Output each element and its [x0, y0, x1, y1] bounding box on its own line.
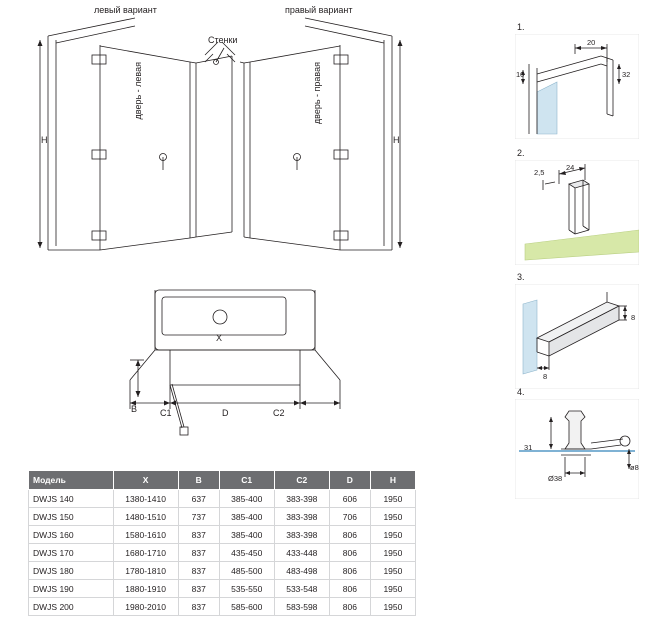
cell-model: DWJS 140	[29, 490, 114, 508]
cell-model: DWJS 180	[29, 562, 114, 580]
cell-b: 637	[178, 490, 219, 508]
detail-number-2: 2.	[517, 148, 525, 158]
cell-b: 737	[178, 508, 219, 526]
cell-c2: 433-448	[274, 544, 329, 562]
table-row	[29, 490, 416, 508]
label-plan-d: D	[222, 408, 229, 418]
cell-c1: 585-600	[219, 598, 274, 616]
cell-x: 1380-1410	[113, 490, 178, 508]
table-header-x: X	[113, 471, 178, 490]
cell-c2: 383-398	[274, 508, 329, 526]
cell-c1: 385-400	[219, 490, 274, 508]
table-row	[29, 526, 416, 544]
cell-b: 837	[178, 562, 219, 580]
table-row	[29, 580, 416, 598]
cell-d: 806	[329, 526, 370, 544]
cell-c2: 583-598	[274, 598, 329, 616]
cell-h: 1950	[370, 508, 415, 526]
cell-b: 837	[178, 544, 219, 562]
table-header-c2: C2	[274, 471, 329, 490]
cell-model: DWJS 170	[29, 544, 114, 562]
detail-2-dim-25: 2,5	[534, 168, 545, 177]
cell-d: 806	[329, 544, 370, 562]
cell-x: 1580-1610	[113, 526, 178, 544]
table-header-model: Модель	[29, 471, 114, 490]
cell-h: 1950	[370, 526, 415, 544]
table-body	[29, 490, 416, 616]
cell-c1: 535-550	[219, 580, 274, 598]
detail-1-dim-10: 10	[516, 70, 525, 79]
label-plan-c1: C1	[160, 408, 172, 418]
cell-c2: 383-398	[274, 490, 329, 508]
table-row	[29, 508, 416, 526]
table-header-b: B	[178, 471, 219, 490]
detail-3-dim-8b: 8	[631, 313, 636, 322]
detail-number-3: 3.	[517, 272, 525, 282]
table-row	[29, 544, 416, 562]
detail-panel-1	[515, 34, 639, 139]
table-header-c1: C1	[219, 471, 274, 490]
plan-view	[110, 285, 410, 455]
label-height-right: H	[393, 135, 400, 145]
cell-c1: 485-500	[219, 562, 274, 580]
cell-model: DWJS 190	[29, 580, 114, 598]
label-walls: Стенки	[208, 35, 238, 45]
label-left-variant: левый вариант	[94, 5, 157, 15]
cell-model: DWJS 200	[29, 598, 114, 616]
elevation-drawings	[0, 0, 500, 270]
label-plan-c2: C2	[273, 408, 285, 418]
cell-c2: 383-398	[274, 526, 329, 544]
table-header-h: H	[370, 471, 415, 490]
cell-h: 1950	[370, 598, 415, 616]
detail-4-dim-31: 31	[524, 443, 533, 452]
detail-number-4: 4.	[517, 387, 525, 397]
detail-4-dim-d8: ø8	[630, 463, 639, 472]
detail-1-dim-20: 20	[587, 38, 596, 47]
cell-x: 1880-1910	[113, 580, 178, 598]
cell-d: 806	[329, 580, 370, 598]
cell-c2: 533-548	[274, 580, 329, 598]
cell-x: 1480-1510	[113, 508, 178, 526]
table-row	[29, 598, 416, 616]
cell-d: 806	[329, 598, 370, 616]
cell-c2: 483-498	[274, 562, 329, 580]
label-height-left: H	[41, 135, 48, 145]
cell-c1: 435-450	[219, 544, 274, 562]
label-plan-x: X	[216, 333, 223, 343]
cell-h: 1950	[370, 562, 415, 580]
table-header-d: D	[329, 471, 370, 490]
cell-h: 1950	[370, 490, 415, 508]
detail-2-dim-24: 24	[566, 163, 575, 172]
cell-b: 837	[178, 526, 219, 544]
cell-x: 1680-1710	[113, 544, 178, 562]
cell-c1: 385-400	[219, 526, 274, 544]
cell-b: 837	[178, 598, 219, 616]
spec-table	[28, 470, 416, 616]
detail-number-1: 1.	[517, 22, 525, 32]
cell-model: DWJS 150	[29, 508, 114, 526]
detail-panel-3	[515, 284, 639, 389]
cell-x: 1980-2010	[113, 598, 178, 616]
cell-model: DWJS 160	[29, 526, 114, 544]
label-door-left: дверь - левая	[133, 62, 143, 120]
detail-3-dim-8a: 8	[543, 372, 548, 381]
cell-c1: 385-400	[219, 508, 274, 526]
table-header-row	[29, 471, 416, 490]
cell-d: 606	[329, 490, 370, 508]
cell-h: 1950	[370, 544, 415, 562]
detail-4-dim-d38: Ø38	[548, 474, 563, 483]
detail-panel-4	[515, 399, 639, 499]
label-right-variant: правый вариант	[285, 5, 353, 15]
cell-x: 1780-1810	[113, 562, 178, 580]
label-plan-b: B	[131, 404, 138, 414]
label-door-right: дверь - правая	[312, 62, 322, 125]
table-row	[29, 562, 416, 580]
cell-d: 706	[329, 508, 370, 526]
cell-h: 1950	[370, 580, 415, 598]
detail-1-dim-32: 32	[622, 70, 631, 79]
cell-d: 806	[329, 562, 370, 580]
cell-b: 837	[178, 580, 219, 598]
